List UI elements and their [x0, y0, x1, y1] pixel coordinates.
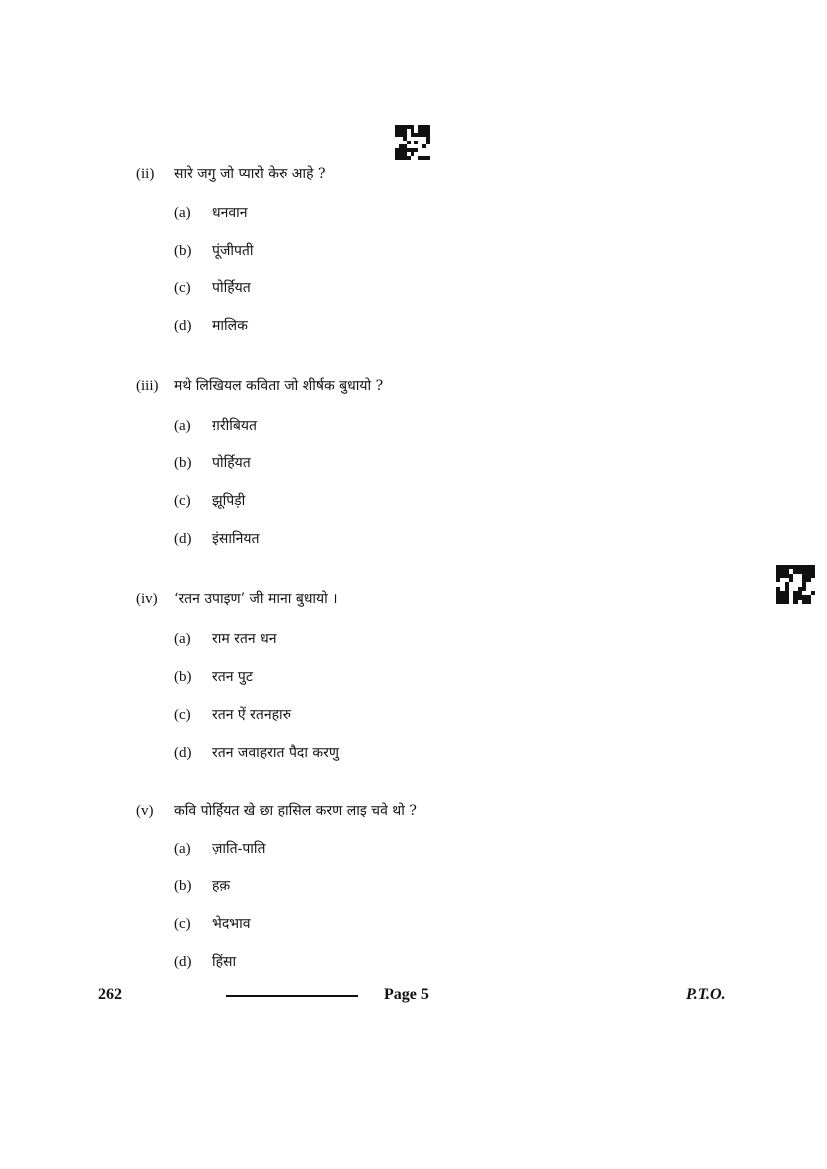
option-text: झूपिड़ी [212, 493, 246, 509]
qr-code-icon [776, 565, 815, 604]
option-letter: (d) [174, 954, 192, 970]
option-letter: (b) [174, 878, 192, 894]
option-text: रतन ऐं रतनहारु [212, 707, 292, 723]
option-text: रतन पुट [212, 669, 253, 685]
option-letter: (d) [174, 531, 192, 547]
option-letter: (b) [174, 455, 192, 471]
option-text: ग़रीबियत [212, 418, 257, 434]
option-letter: (a) [174, 205, 191, 221]
question-number: (iv) [136, 591, 158, 607]
option-letter: (d) [174, 745, 192, 761]
question-v [136, 801, 696, 970]
option-letter: (c) [174, 280, 191, 296]
option-text: पोर्हियत [212, 455, 251, 471]
option-a [174, 839, 266, 859]
question-number: (iii) [136, 378, 159, 394]
question-ii [136, 164, 696, 334]
option-letter: (a) [174, 631, 191, 647]
option-b [174, 876, 230, 896]
option-text: हिंसा [212, 954, 237, 970]
question-text: कवि पोर्हियत खे छा हासिल करण लाइ चवे थो ? [174, 803, 417, 819]
option-text: मालिक [212, 318, 248, 334]
option-a [174, 416, 257, 436]
option-text: हक़ [212, 878, 231, 894]
option-text: राम रतन धन [212, 631, 277, 647]
option-text: इंसानियत [212, 531, 260, 547]
option-d [174, 743, 339, 763]
qr-code-icon [395, 125, 430, 160]
option-letter: (c) [174, 707, 191, 723]
option-b [174, 453, 251, 473]
question-paper-code: 262 [98, 986, 122, 1003]
option-letter: (c) [174, 916, 191, 932]
option-a [174, 203, 248, 223]
option-text: रतन जवाहरात पैदा करणु [212, 745, 340, 761]
option-text: पूंजीपती [212, 243, 254, 259]
option-letter: (b) [174, 669, 192, 685]
option-letter: (a) [174, 841, 191, 857]
option-d [174, 952, 236, 972]
option-text: भेदभाव [212, 916, 251, 932]
option-d [174, 529, 259, 549]
page-number: Page 5 [384, 986, 429, 1003]
question-text: सारे जगु जो प्यारो केरु आहे ? [174, 166, 326, 182]
please-turn-over: P.T.O. [686, 986, 726, 1003]
option-text: धनवान [212, 205, 248, 221]
option-b [174, 667, 253, 687]
question-iii [136, 376, 696, 547]
option-d [174, 316, 248, 336]
question-text: मथे लिखियल कविता जो शीर्षक बुधायो ? [174, 378, 384, 394]
option-c [174, 491, 245, 511]
option-c [174, 705, 291, 725]
option-c [174, 278, 251, 298]
question-text: ‘रतन उपाइण’ जी माना बुधायो । [174, 591, 338, 607]
option-c [174, 914, 251, 934]
option-letter: (d) [174, 318, 192, 334]
option-letter: (c) [174, 493, 191, 509]
option-a [174, 629, 276, 649]
option-b [174, 241, 254, 261]
option-letter: (a) [174, 418, 191, 434]
question-iv [136, 589, 696, 761]
footer-divider [226, 995, 358, 997]
question-number: (v) [136, 803, 154, 819]
option-letter: (b) [174, 243, 192, 259]
question-number: (ii) [136, 166, 155, 182]
option-text: ज़ाति-पाति [212, 841, 266, 857]
option-text: पोर्हियत [212, 280, 251, 296]
